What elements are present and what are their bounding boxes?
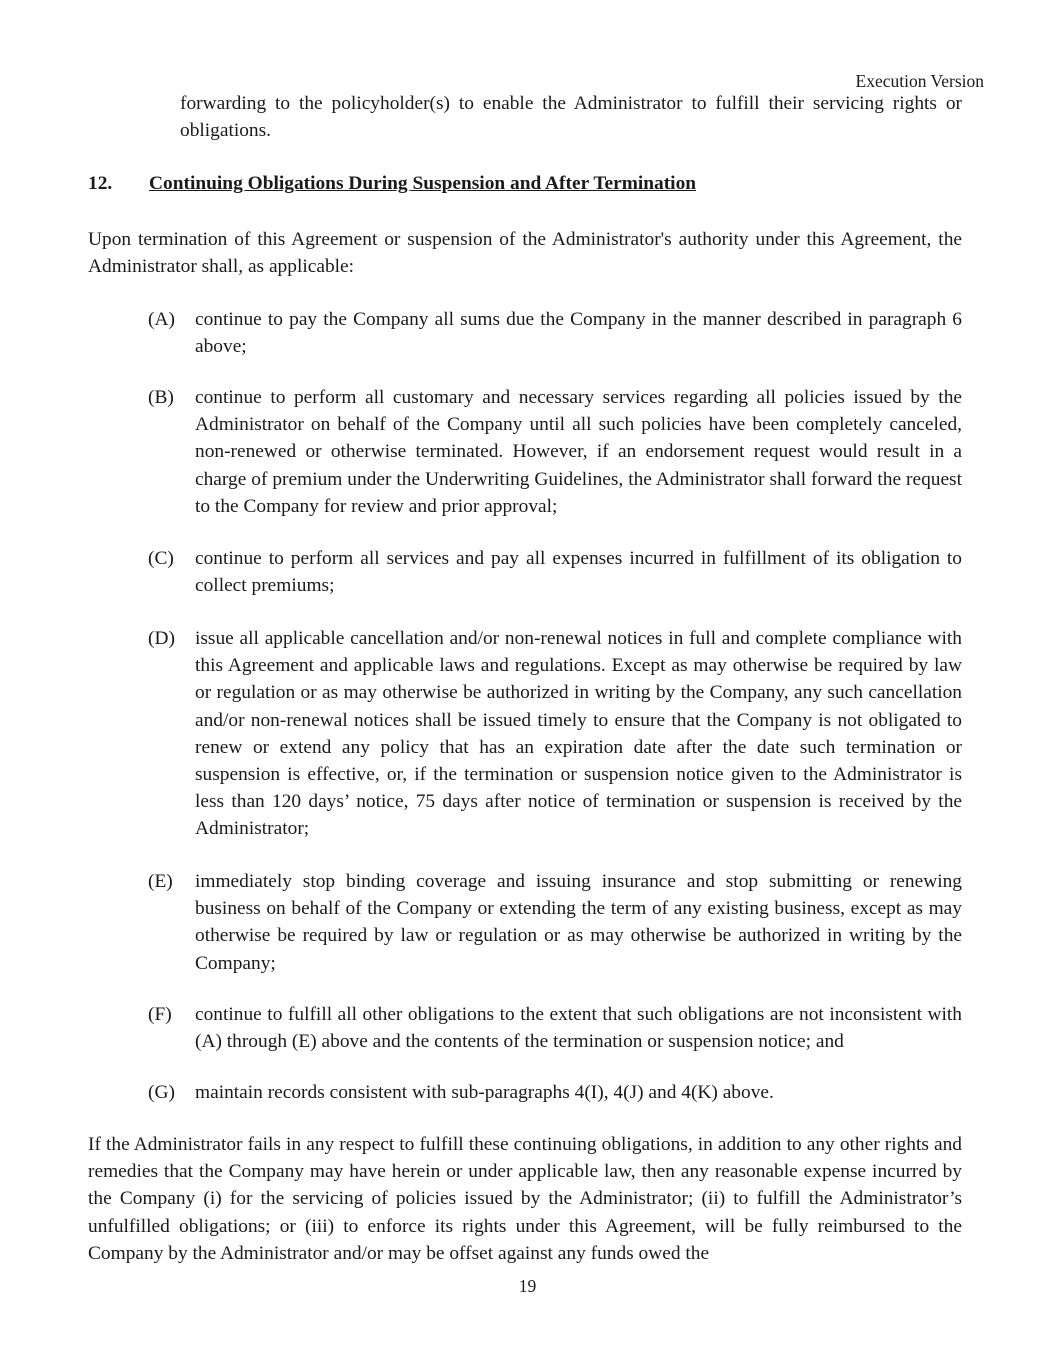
clause-text: maintain records consistent with sub-paragraphs 4(I), 4(J) and 4(K) above. [195,1082,774,1103]
clause-e [148,868,962,977]
clause-text: issue all applicable cancellation and/or non-renewal notices in full and complete compliance with this Agreement and applicable laws and regulations. Except as may otherwise be required by law or regulation or as may otherwise be authorized in writing by the Company, any such cancellation and/or non-renewal notices shall be issued timely to ensure that the Company is not obligated to renew or extend any policy that has an expiration date after the date such termination or suspension is effective, or, if the termination or suspension notice given to the Administrator is less than 120 days’ notice, 75 days after notice of termination or suspension is received by the Administrator; [195,628,962,840]
clause-letter: (F) [148,1004,172,1025]
clause-letter: (G) [148,1082,175,1103]
clause-text: immediately stop binding coverage and issuing insurance and stop submitting or renewing business on behalf of the Company or extending the term of any existing business, except as may otherwise be required by law or regulation or as may otherwise be authorized in writing by the Company; [195,871,962,974]
clause-text: continue to fulfill all other obligations to the extent that such obligations are not inconsistent with (A) through (E) above and the contents of the termination or suspension notice; and [195,1004,962,1053]
section-intro-paragraph: Upon termination of this Agreement or suspension of the Administrator's authority under this Agreement, the Administrator shall, as applicable: [88,229,962,278]
clause-letter: (C) [148,548,174,569]
clause-letter: (A) [148,309,175,330]
clause-letter: (B) [148,387,174,408]
section-number: 12. [88,173,113,194]
clause-a [148,306,962,360]
clause-b [148,384,962,520]
closing-paragraph: If the Administrator fails in any respect to fulfill these continuing obligations, in addition to any other rights and remedies that the Company may have herein or under applicable law, then any reasonable expense incurred by the Company (i) for the servicing of policies issued by the Administrator; (ii) to fulfill the Administrator’s unfulfilled obligations; or (iii) to enforce its rights under this Agreement, will be fully reimbursed to the Company by the Administrator and/or may be offset against any funds owed the [88,1134,962,1264]
continued-paragraph: forwarding to the policyholder(s) to enable the Administrator to fulfill their servicing rights or obligations. [180,93,962,142]
clause-text: continue to perform all customary and necessary services regarding all policies issued by the Administrator on behalf of the Company until all such policies have been completely canceled, non-renewed or otherwise terminated. However, if an endorsement request would result in a charge of premium under the Underwriting Guidelines, the Administrator shall forward the request to the Company for review and prior approval; [195,387,962,517]
page-number: 19 [518,1276,537,1296]
clause-text: continue to pay the Company all sums due the Company in the manner described in paragraph 6 above; [195,309,962,358]
section-heading [88,170,962,197]
clause-letter: (E) [148,871,173,892]
clause-c [148,545,962,599]
section-title: Continuing Obligations During Suspension and After Termination [149,173,697,194]
clause-g [148,1079,962,1106]
clause-text: continue to perform all services and pay all expenses incurred in fulfillment of its obligation to collect premiums; [195,548,962,597]
execution-version-label: Execution Version [855,71,984,91]
clause-letter: (D) [148,628,175,649]
clause-d [148,625,962,843]
clause-f [148,1001,962,1055]
